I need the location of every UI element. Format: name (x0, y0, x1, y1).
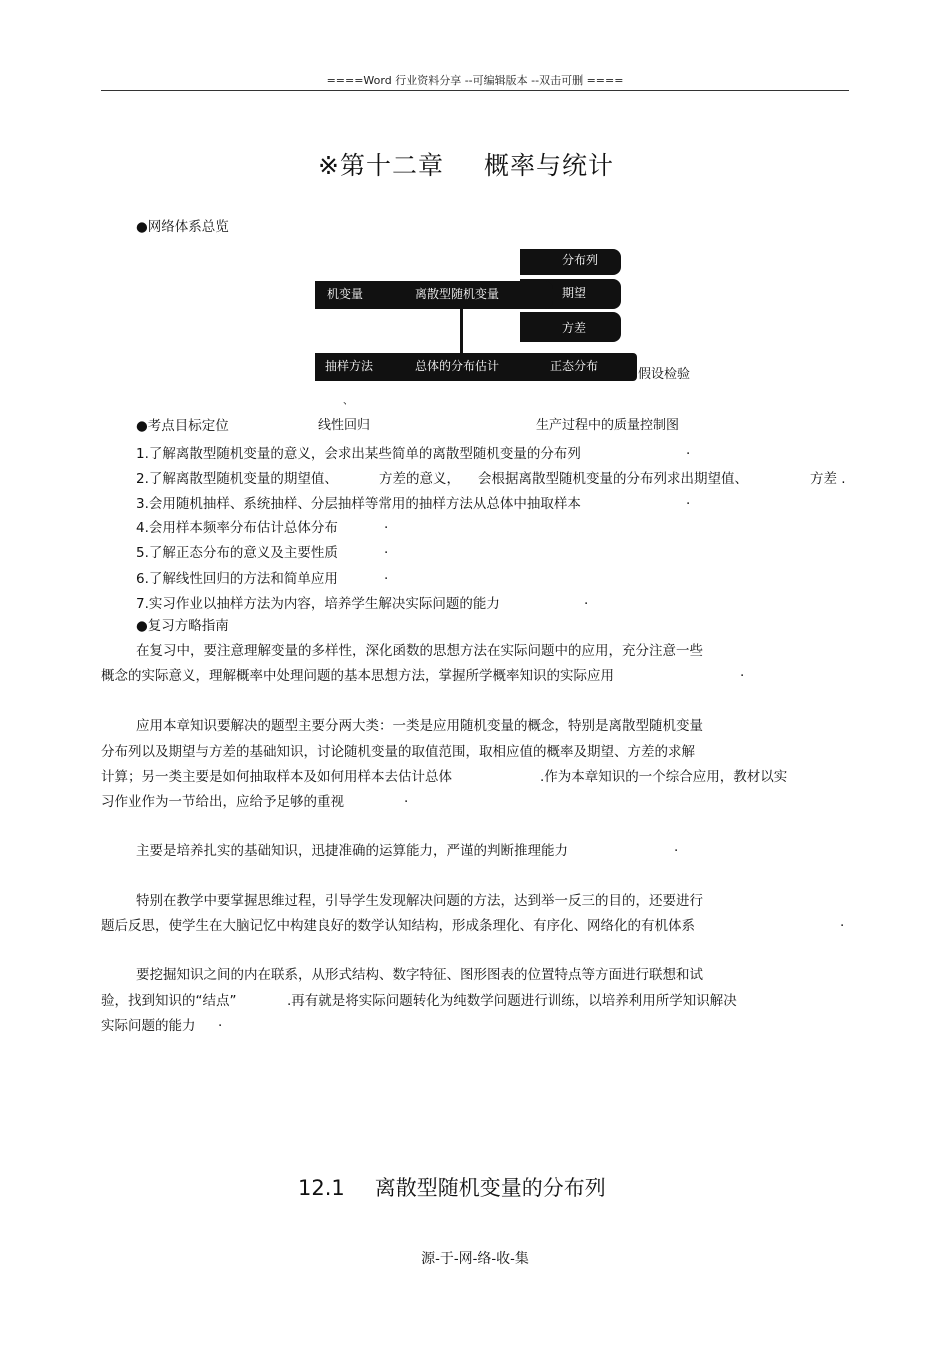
target-item-4-end: . (384, 516, 389, 532)
target-item-5-end: . (384, 541, 389, 557)
paragraph-4-line-2: 题后反思，使学生在大脑记忆中构建良好的数学认知结构，形成条理化、有序化、网络化的有机体系 (101, 918, 695, 934)
target-item-6-end: . (384, 567, 389, 583)
paragraph-5-line-2a: 验，找到知识的“结点” (101, 993, 237, 1009)
section-title (298, 1172, 606, 1202)
target-item-1-end: . (686, 442, 691, 458)
target-item-6: 6.了解线性回归的方法和简单应用 (136, 571, 338, 587)
target-item-3-end: . (686, 492, 691, 508)
page-header: ====Word 行业资料分享 --可编辑版本 --双击可删 ==== (326, 74, 624, 87)
section-targets: ●考点目标定位 (136, 418, 229, 434)
paragraph-5-end: . (218, 1014, 223, 1030)
paragraph-5-line-1: 要挖掘知识之间的内在联系，从形式结构、数字特征、图形图表的位置特点等方面进行联想和试 (136, 967, 703, 983)
chapter-title-right: 概率与统计 (483, 151, 614, 180)
paragraph-2-line-2: 分布列以及期望与方差的基础知识，讨论随机变量的取值范围，取相应值的概率及期望、方差的求解 (101, 744, 695, 760)
target-item-1: 1.了解离散型随机变量的意义，会求出某些简单的离散型随机变量的分布列 (136, 446, 581, 462)
section-guide: ●复习方略指南 (136, 618, 229, 634)
target-item-2-mid2: 会根据离散型随机变量的分布列求出期望值、 (478, 471, 748, 487)
paragraph-1-line-1: 在复习中，要注意理解变量的多样性，深化函数的思想方法在实际问题中的应用，充分注意一些 (136, 643, 703, 659)
diagram-connector (460, 309, 463, 353)
section-number: 12.1 (298, 1176, 345, 1200)
diagram-label-dist-list: 分布列 (562, 253, 599, 267)
target-item-7: 7.实习作业以抽样方法为内容，培养学生解决实际问题的能力 (136, 596, 500, 612)
diagram-label-estimate: 总体的分布估计 (415, 359, 500, 373)
paragraph-2-line-4: 习作业作为一节给出，应给予足够的重视 (101, 794, 344, 810)
paragraph-5-line-2b: .再有就是将实际问题转化为纯数学问题进行训练，以培养利用所学知识解决 (287, 993, 737, 1009)
diagram-label-hypothesis: 假设检验 (638, 367, 691, 382)
paragraph-5-line-3: 实际问题的能力 (101, 1018, 196, 1034)
header-rule (101, 90, 849, 91)
diagram-box-dist-list (520, 249, 621, 275)
diagram-label-expectation: 期望 (562, 286, 587, 300)
paragraph-2-line-1: 应用本章知识要解决的题型主要分两大类：一类是应用随机变量的概念，特别是离散型随机变量 (136, 718, 703, 734)
section-title-text: 离散型随机变量的分布列 (374, 1176, 606, 1200)
target-item-2: 2.了解离散型随机变量的期望值、 (136, 471, 338, 487)
target-item-5: 5.了解正态分布的意义及主要性质 (136, 545, 338, 561)
target-item-3: 3.会用随机抽样、系统抽样、分层抽样等常用的抽样方法从总体中抽取样本 (136, 496, 581, 512)
chapter-title (318, 146, 614, 182)
page-footer: 源-于-网-络-收-集 (421, 1251, 529, 1267)
paragraph-2-line-3b: .作为本章知识的一个综合应用，教材以实 (540, 769, 788, 785)
paragraph-3-end: . (674, 839, 679, 855)
target-item-4: 4.会用样本频率分布估计总体分布 (136, 520, 338, 536)
diagram-box-statistics (315, 353, 637, 381)
paragraph-4-line-1: 特别在教学中要掌握思维过程，引导学生发现解决问题的方法，达到举一反三的目的，还要进行 (136, 893, 703, 909)
paragraph-2-end: . (404, 790, 409, 806)
paragraph-4-end: . (840, 914, 845, 930)
paragraph-1-end: . (740, 664, 745, 680)
diagram-label-sampling: 抽样方法 (325, 359, 374, 373)
target-item-2-mid: 方差的意义， (379, 471, 460, 487)
diagram-label-regression: 线性回归 (318, 418, 371, 433)
target-item-2-end: 方差 . (810, 471, 846, 487)
diagram-label-variance: 方差 (562, 321, 587, 335)
target-item-7-end: . (584, 592, 589, 608)
diagram-label-discrete: 离散型随机变量 (415, 287, 500, 301)
chapter-title-left: ※第十二章 (318, 151, 444, 180)
diagram-label-quality: 生产过程中的质量控制图 (536, 418, 680, 433)
section-network: ●网络体系总览 (136, 219, 229, 235)
diagram-box-random-variable (315, 281, 553, 309)
diagram-mark-bottom: 、 (343, 396, 353, 407)
diagram-label-random-variable: 机变量 (327, 287, 364, 301)
paragraph-2-line-3a: 计算；另一类主要是如何抽取样本及如何用样本去估计总体 (101, 769, 452, 785)
diagram-label-normal: 正态分布 (550, 359, 599, 373)
paragraph-1-line-2: 概念的实际意义，理解概率中处理问题的基本思想方法，掌握所学概率知识的实际应用 (101, 668, 614, 684)
paragraph-3-line-1: 主要是培养扎实的基础知识，迅捷准确的运算能力，严谨的判断推理能力 (136, 843, 568, 859)
diagram-box-variance (520, 312, 621, 342)
